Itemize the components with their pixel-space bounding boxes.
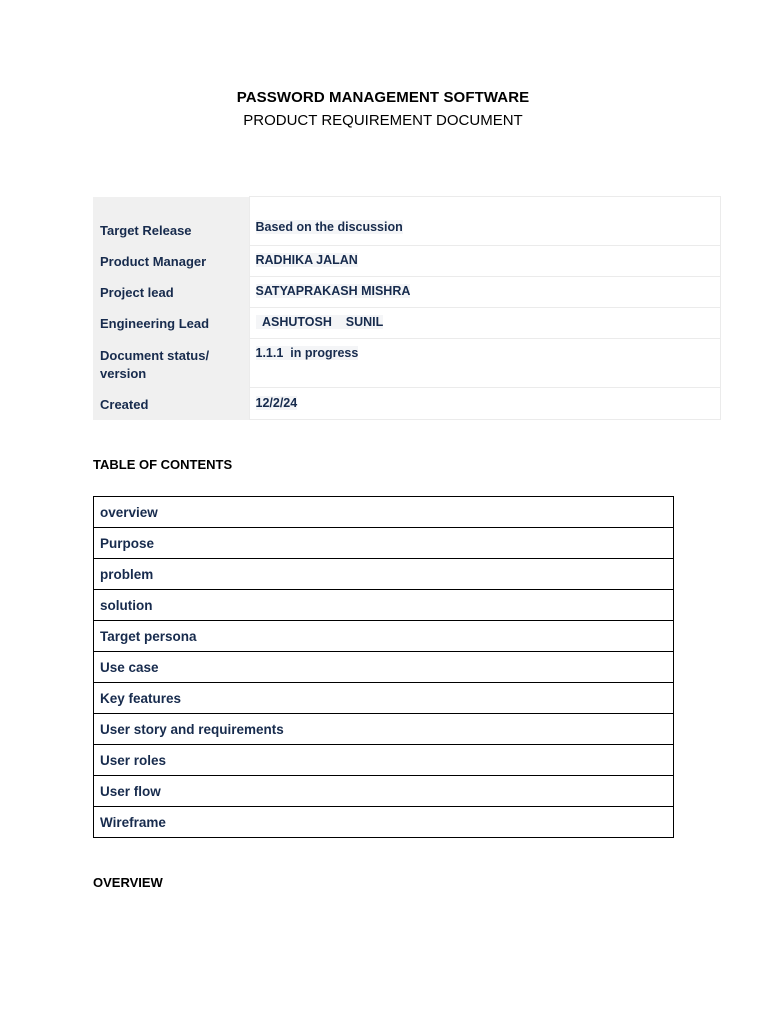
document-title: PASSWORD MANAGEMENT SOFTWARE — [236, 89, 530, 106]
toc-row — [94, 497, 674, 528]
toc-item-key-features[interactable]: Key features — [94, 683, 674, 714]
engineering-lead-label: Engineering Lead — [93, 308, 249, 339]
document-status-value-cell — [249, 339, 721, 388]
target-release-label: Target Release — [93, 197, 249, 246]
info-row-created — [93, 388, 721, 420]
table-of-contents — [93, 496, 674, 838]
document-subtitle: PRODUCT REQUIREMENT DOCUMENT — [243, 112, 523, 129]
created-value: 12/2/24 — [255, 396, 298, 410]
toc-item-problem[interactable]: problem — [94, 559, 674, 590]
toc-row — [94, 683, 674, 714]
info-row-product-manager — [93, 246, 721, 277]
document-info-table — [93, 196, 721, 420]
toc-item-user-roles[interactable]: User roles — [94, 745, 674, 776]
toc-item-solution[interactable]: solution — [94, 590, 674, 621]
toc-item-user-flow[interactable]: User flow — [94, 776, 674, 807]
project-lead-label: Project lead — [93, 277, 249, 308]
toc-item-target-persona[interactable]: Target persona — [94, 621, 674, 652]
toc-row — [94, 559, 674, 590]
info-row-target-release — [93, 197, 721, 246]
info-row-document-status — [93, 339, 721, 388]
toc-row — [94, 745, 674, 776]
toc-item-user-story[interactable]: User story and requirements — [94, 714, 674, 745]
engineering-lead-value-cell — [249, 308, 721, 339]
toc-row — [94, 714, 674, 745]
product-manager-value: RADHIKA JALAN — [255, 253, 358, 267]
toc-row — [94, 652, 674, 683]
target-release-value-cell — [249, 197, 721, 246]
document-status-value: 1.1.1 in progress — [255, 346, 359, 360]
product-manager-value-cell — [249, 246, 721, 277]
target-release-value: Based on the discussion — [255, 220, 403, 234]
toc-item-overview[interactable]: overview — [94, 497, 674, 528]
toc-row — [94, 807, 674, 838]
toc-heading: TABLE OF CONTENTS — [93, 457, 233, 472]
info-row-project-lead — [93, 277, 721, 308]
created-value-cell — [249, 388, 721, 420]
project-lead-value-cell — [249, 277, 721, 308]
toc-item-use-case[interactable]: Use case — [94, 652, 674, 683]
overview-heading: OVERVIEW — [93, 875, 163, 890]
toc-item-wireframe[interactable]: Wireframe — [94, 807, 674, 838]
document-status-label: Document status/ version — [93, 339, 249, 388]
toc-row — [94, 590, 674, 621]
product-manager-label: Product Manager — [93, 246, 249, 277]
info-row-engineering-lead — [93, 308, 721, 339]
toc-row — [94, 776, 674, 807]
toc-row — [94, 528, 674, 559]
engineering-lead-value: ASHUTOSH SUNIL — [255, 315, 384, 329]
project-lead-value: SATYAPRAKASH MISHRA — [255, 284, 411, 298]
toc-row — [94, 621, 674, 652]
created-label: Created — [93, 388, 249, 420]
toc-item-purpose[interactable]: Purpose — [94, 528, 674, 559]
